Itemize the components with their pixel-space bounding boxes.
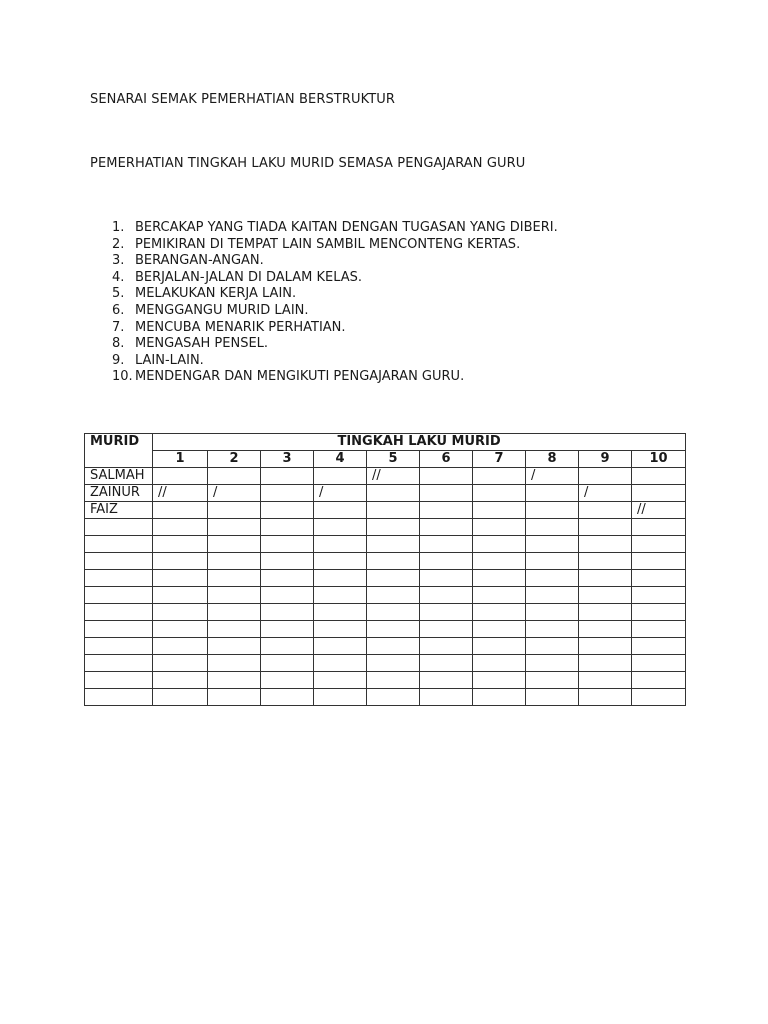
tally-cell bbox=[526, 485, 579, 502]
behaviour-group-header: TINGKAH LAKU MURID bbox=[153, 434, 686, 451]
tally-cell bbox=[420, 468, 473, 485]
tally-cell bbox=[632, 519, 686, 536]
list-item-number: 3. bbox=[112, 253, 125, 269]
tally-cell bbox=[526, 570, 579, 587]
murid-header: MURID bbox=[85, 434, 153, 468]
list-item-text: MENGASAH PENSEL. bbox=[135, 336, 269, 352]
tally-cell bbox=[579, 519, 632, 536]
list-item-number: 2. bbox=[112, 236, 125, 252]
table-row bbox=[85, 553, 686, 570]
student-name-cell bbox=[85, 519, 153, 536]
tally-cell bbox=[153, 536, 208, 553]
tally-cell bbox=[420, 553, 473, 570]
table-row bbox=[85, 621, 686, 638]
tally-cell bbox=[420, 485, 473, 502]
tally-cell bbox=[473, 519, 526, 536]
tally-cell bbox=[420, 621, 473, 638]
tally-cell bbox=[208, 621, 261, 638]
table-row bbox=[85, 638, 686, 655]
student-name-cell: SALMAH bbox=[85, 468, 153, 485]
tally-cell bbox=[473, 553, 526, 570]
tally-cell bbox=[367, 587, 420, 604]
tally-cell bbox=[314, 536, 367, 553]
list-item-number: 8. bbox=[112, 336, 125, 352]
student-name-cell bbox=[85, 689, 153, 706]
tally-cell bbox=[261, 553, 314, 570]
list-item bbox=[112, 237, 558, 254]
table-row bbox=[85, 502, 686, 519]
tally-cell bbox=[261, 638, 314, 655]
tally-cell: / bbox=[579, 485, 632, 502]
list-item-number: 6. bbox=[112, 302, 125, 318]
table-row bbox=[85, 570, 686, 587]
tally-cell bbox=[632, 587, 686, 604]
tally-cell bbox=[261, 587, 314, 604]
student-name-cell: ZAINUR bbox=[85, 485, 153, 502]
tally-cell bbox=[367, 672, 420, 689]
table-body bbox=[85, 468, 686, 706]
tally-cell bbox=[367, 519, 420, 536]
tally-cell bbox=[473, 604, 526, 621]
tally-cell bbox=[314, 502, 367, 519]
tally-cell bbox=[526, 638, 579, 655]
tally-cell bbox=[579, 672, 632, 689]
tally-cell bbox=[208, 655, 261, 672]
column-header: 9 bbox=[579, 451, 632, 468]
tally-cell bbox=[367, 604, 420, 621]
tally-cell bbox=[632, 604, 686, 621]
tally-cell bbox=[208, 519, 261, 536]
tally-cell bbox=[153, 638, 208, 655]
tally-cell bbox=[261, 689, 314, 706]
student-name-cell bbox=[85, 536, 153, 553]
tally-cell bbox=[208, 553, 261, 570]
table-row bbox=[85, 672, 686, 689]
list-item-text: PEMIKIRAN DI TEMPAT LAIN SAMBIL MENCONTENG KERTAS. bbox=[135, 236, 521, 252]
tally-cell bbox=[526, 587, 579, 604]
tally-cell bbox=[367, 655, 420, 672]
list-item bbox=[112, 270, 558, 287]
tally-cell bbox=[473, 689, 526, 706]
list-item bbox=[112, 253, 558, 270]
tally-cell bbox=[632, 621, 686, 638]
tally-cell bbox=[526, 536, 579, 553]
tally-cell bbox=[153, 553, 208, 570]
table-row bbox=[85, 655, 686, 672]
tally-cell bbox=[632, 570, 686, 587]
tally-cell bbox=[579, 587, 632, 604]
list-item bbox=[112, 220, 558, 237]
tally-cell bbox=[579, 536, 632, 553]
tally-cell bbox=[314, 553, 367, 570]
tally-cell bbox=[314, 689, 367, 706]
tally-cell bbox=[632, 468, 686, 485]
list-item bbox=[112, 303, 558, 320]
tally-cell bbox=[420, 672, 473, 689]
tally-cell bbox=[420, 689, 473, 706]
tally-cell bbox=[208, 587, 261, 604]
tally-cell bbox=[579, 468, 632, 485]
column-header: 1 bbox=[153, 451, 208, 468]
tally-cell bbox=[579, 655, 632, 672]
table-row bbox=[85, 519, 686, 536]
tally-cell bbox=[526, 672, 579, 689]
behaviour-list bbox=[112, 220, 558, 386]
tally-cell: // bbox=[632, 502, 686, 519]
tally-cell bbox=[208, 502, 261, 519]
column-header: 2 bbox=[208, 451, 261, 468]
tally-cell bbox=[314, 570, 367, 587]
tally-cell bbox=[579, 621, 632, 638]
tally-cell bbox=[473, 655, 526, 672]
list-item-text: BERCAKAP YANG TIADA KAITAN DENGAN TUGASAN YANG DIBERI. bbox=[135, 220, 558, 235]
tally-cell bbox=[261, 468, 314, 485]
tally-cell bbox=[153, 655, 208, 672]
tally-cell bbox=[632, 638, 686, 655]
tally-cell bbox=[208, 672, 261, 689]
list-item-number: 4. bbox=[112, 269, 125, 285]
tally-cell bbox=[208, 638, 261, 655]
list-item bbox=[112, 336, 558, 353]
tally-cell bbox=[473, 587, 526, 604]
tally-cell bbox=[153, 502, 208, 519]
tally-cell bbox=[473, 570, 526, 587]
column-header: 8 bbox=[526, 451, 579, 468]
tally-cell bbox=[632, 672, 686, 689]
tally-cell bbox=[473, 468, 526, 485]
tally-cell bbox=[367, 502, 420, 519]
tally-cell bbox=[153, 587, 208, 604]
list-item bbox=[112, 353, 558, 370]
tally-cell bbox=[261, 570, 314, 587]
tally-cell bbox=[526, 519, 579, 536]
tally-cell bbox=[526, 604, 579, 621]
student-name-cell bbox=[85, 655, 153, 672]
list-item-number: 10. bbox=[112, 369, 133, 385]
tally-cell bbox=[473, 536, 526, 553]
table-row bbox=[85, 536, 686, 553]
tally-cell bbox=[579, 553, 632, 570]
tally-cell bbox=[314, 587, 367, 604]
table-row bbox=[85, 689, 686, 706]
tally-cell bbox=[153, 570, 208, 587]
tally-cell bbox=[526, 502, 579, 519]
tally-cell bbox=[367, 485, 420, 502]
list-item bbox=[112, 369, 558, 386]
list-item bbox=[112, 286, 558, 303]
document-subtitle: PEMERHATIAN TINGKAH LAKU MURID SEMASA PENGAJARAN GURU bbox=[90, 156, 526, 171]
tally-cell bbox=[579, 638, 632, 655]
tally-cell bbox=[261, 604, 314, 621]
tally-cell bbox=[367, 638, 420, 655]
tally-cell bbox=[208, 604, 261, 621]
tally-cell bbox=[579, 604, 632, 621]
tally-cell bbox=[261, 672, 314, 689]
tally-cell bbox=[208, 536, 261, 553]
list-item-text: LAIN-LAIN. bbox=[135, 352, 204, 368]
tally-cell bbox=[473, 485, 526, 502]
tally-cell bbox=[579, 689, 632, 706]
student-name-cell bbox=[85, 570, 153, 587]
tally-cell bbox=[579, 502, 632, 519]
tally-cell bbox=[314, 672, 367, 689]
tally-cell bbox=[420, 638, 473, 655]
tally-cell bbox=[579, 570, 632, 587]
tally-cell bbox=[526, 689, 579, 706]
list-item-text: BERJALAN-JALAN DI DALAM KELAS. bbox=[135, 269, 363, 285]
list-item-number: 5. bbox=[112, 286, 125, 302]
tally-cell bbox=[153, 468, 208, 485]
tally-cell: / bbox=[526, 468, 579, 485]
tally-cell bbox=[153, 604, 208, 621]
tally-cell bbox=[420, 502, 473, 519]
tally-cell bbox=[473, 621, 526, 638]
column-header: 10 bbox=[632, 451, 686, 468]
table-row bbox=[85, 587, 686, 604]
student-name-cell: FAIZ bbox=[85, 502, 153, 519]
tally-cell: // bbox=[367, 468, 420, 485]
tally-cell bbox=[632, 485, 686, 502]
tally-cell bbox=[208, 689, 261, 706]
tally-cell bbox=[526, 621, 579, 638]
tally-cell bbox=[261, 655, 314, 672]
list-item-number: 9. bbox=[112, 352, 125, 368]
student-name-cell bbox=[85, 621, 153, 638]
tally-cell bbox=[420, 655, 473, 672]
tally-cell bbox=[208, 468, 261, 485]
tally-cell bbox=[153, 689, 208, 706]
tally-cell: / bbox=[208, 485, 261, 502]
column-header: 6 bbox=[420, 451, 473, 468]
tally-cell bbox=[526, 553, 579, 570]
list-item-text: MENDENGAR DAN MENGIKUTI PENGAJARAN GURU. bbox=[135, 369, 465, 385]
tally-cell bbox=[314, 638, 367, 655]
tally-cell: // bbox=[153, 485, 208, 502]
tally-cell bbox=[153, 672, 208, 689]
list-item bbox=[112, 320, 558, 337]
table-row bbox=[85, 485, 686, 502]
tally-cell bbox=[526, 655, 579, 672]
column-number-row bbox=[85, 451, 686, 468]
tally-cell bbox=[314, 604, 367, 621]
list-item-text: BERANGAN-ANGAN. bbox=[135, 253, 264, 269]
tally-cell bbox=[367, 621, 420, 638]
column-header: 3 bbox=[261, 451, 314, 468]
student-name-cell bbox=[85, 553, 153, 570]
student-name-cell bbox=[85, 672, 153, 689]
tally-cell bbox=[261, 621, 314, 638]
tally-cell bbox=[420, 536, 473, 553]
tally-cell bbox=[473, 638, 526, 655]
list-item-text: MELAKUKAN KERJA LAIN. bbox=[135, 286, 297, 302]
list-item-number: 7. bbox=[112, 319, 125, 335]
column-header: 7 bbox=[473, 451, 526, 468]
tally-cell bbox=[473, 672, 526, 689]
list-item-number: 1. bbox=[112, 220, 125, 235]
table-row bbox=[85, 468, 686, 485]
tally-cell bbox=[153, 621, 208, 638]
observation-table bbox=[84, 433, 686, 706]
student-name-cell bbox=[85, 638, 153, 655]
tally-cell bbox=[632, 689, 686, 706]
document-title: SENARAI SEMAK PEMERHATIAN BERSTRUKTUR bbox=[90, 92, 395, 107]
tally-cell bbox=[314, 621, 367, 638]
tally-cell: / bbox=[314, 485, 367, 502]
list-item-text: MENCUBA MENARIK PERHATIAN. bbox=[135, 319, 346, 335]
tally-cell bbox=[261, 519, 314, 536]
tally-cell bbox=[314, 519, 367, 536]
table-row bbox=[85, 604, 686, 621]
tally-cell bbox=[420, 604, 473, 621]
tally-cell bbox=[632, 536, 686, 553]
tally-cell bbox=[367, 570, 420, 587]
tally-cell bbox=[420, 519, 473, 536]
tally-cell bbox=[420, 587, 473, 604]
tally-cell bbox=[632, 553, 686, 570]
tally-cell bbox=[473, 502, 526, 519]
tally-cell bbox=[367, 553, 420, 570]
tally-cell bbox=[420, 570, 473, 587]
column-header: 5 bbox=[367, 451, 420, 468]
tally-cell bbox=[367, 689, 420, 706]
tally-cell bbox=[261, 485, 314, 502]
tally-cell bbox=[367, 536, 420, 553]
column-header: 4 bbox=[314, 451, 367, 468]
tally-cell bbox=[314, 655, 367, 672]
tally-cell bbox=[261, 502, 314, 519]
tally-cell bbox=[632, 655, 686, 672]
tally-cell bbox=[261, 536, 314, 553]
student-name-cell bbox=[85, 604, 153, 621]
tally-cell bbox=[314, 468, 367, 485]
student-name-cell bbox=[85, 587, 153, 604]
tally-cell bbox=[208, 570, 261, 587]
table-header-row bbox=[85, 434, 686, 451]
tally-cell bbox=[153, 519, 208, 536]
list-item-text: MENGGANGU MURID LAIN. bbox=[135, 302, 309, 318]
